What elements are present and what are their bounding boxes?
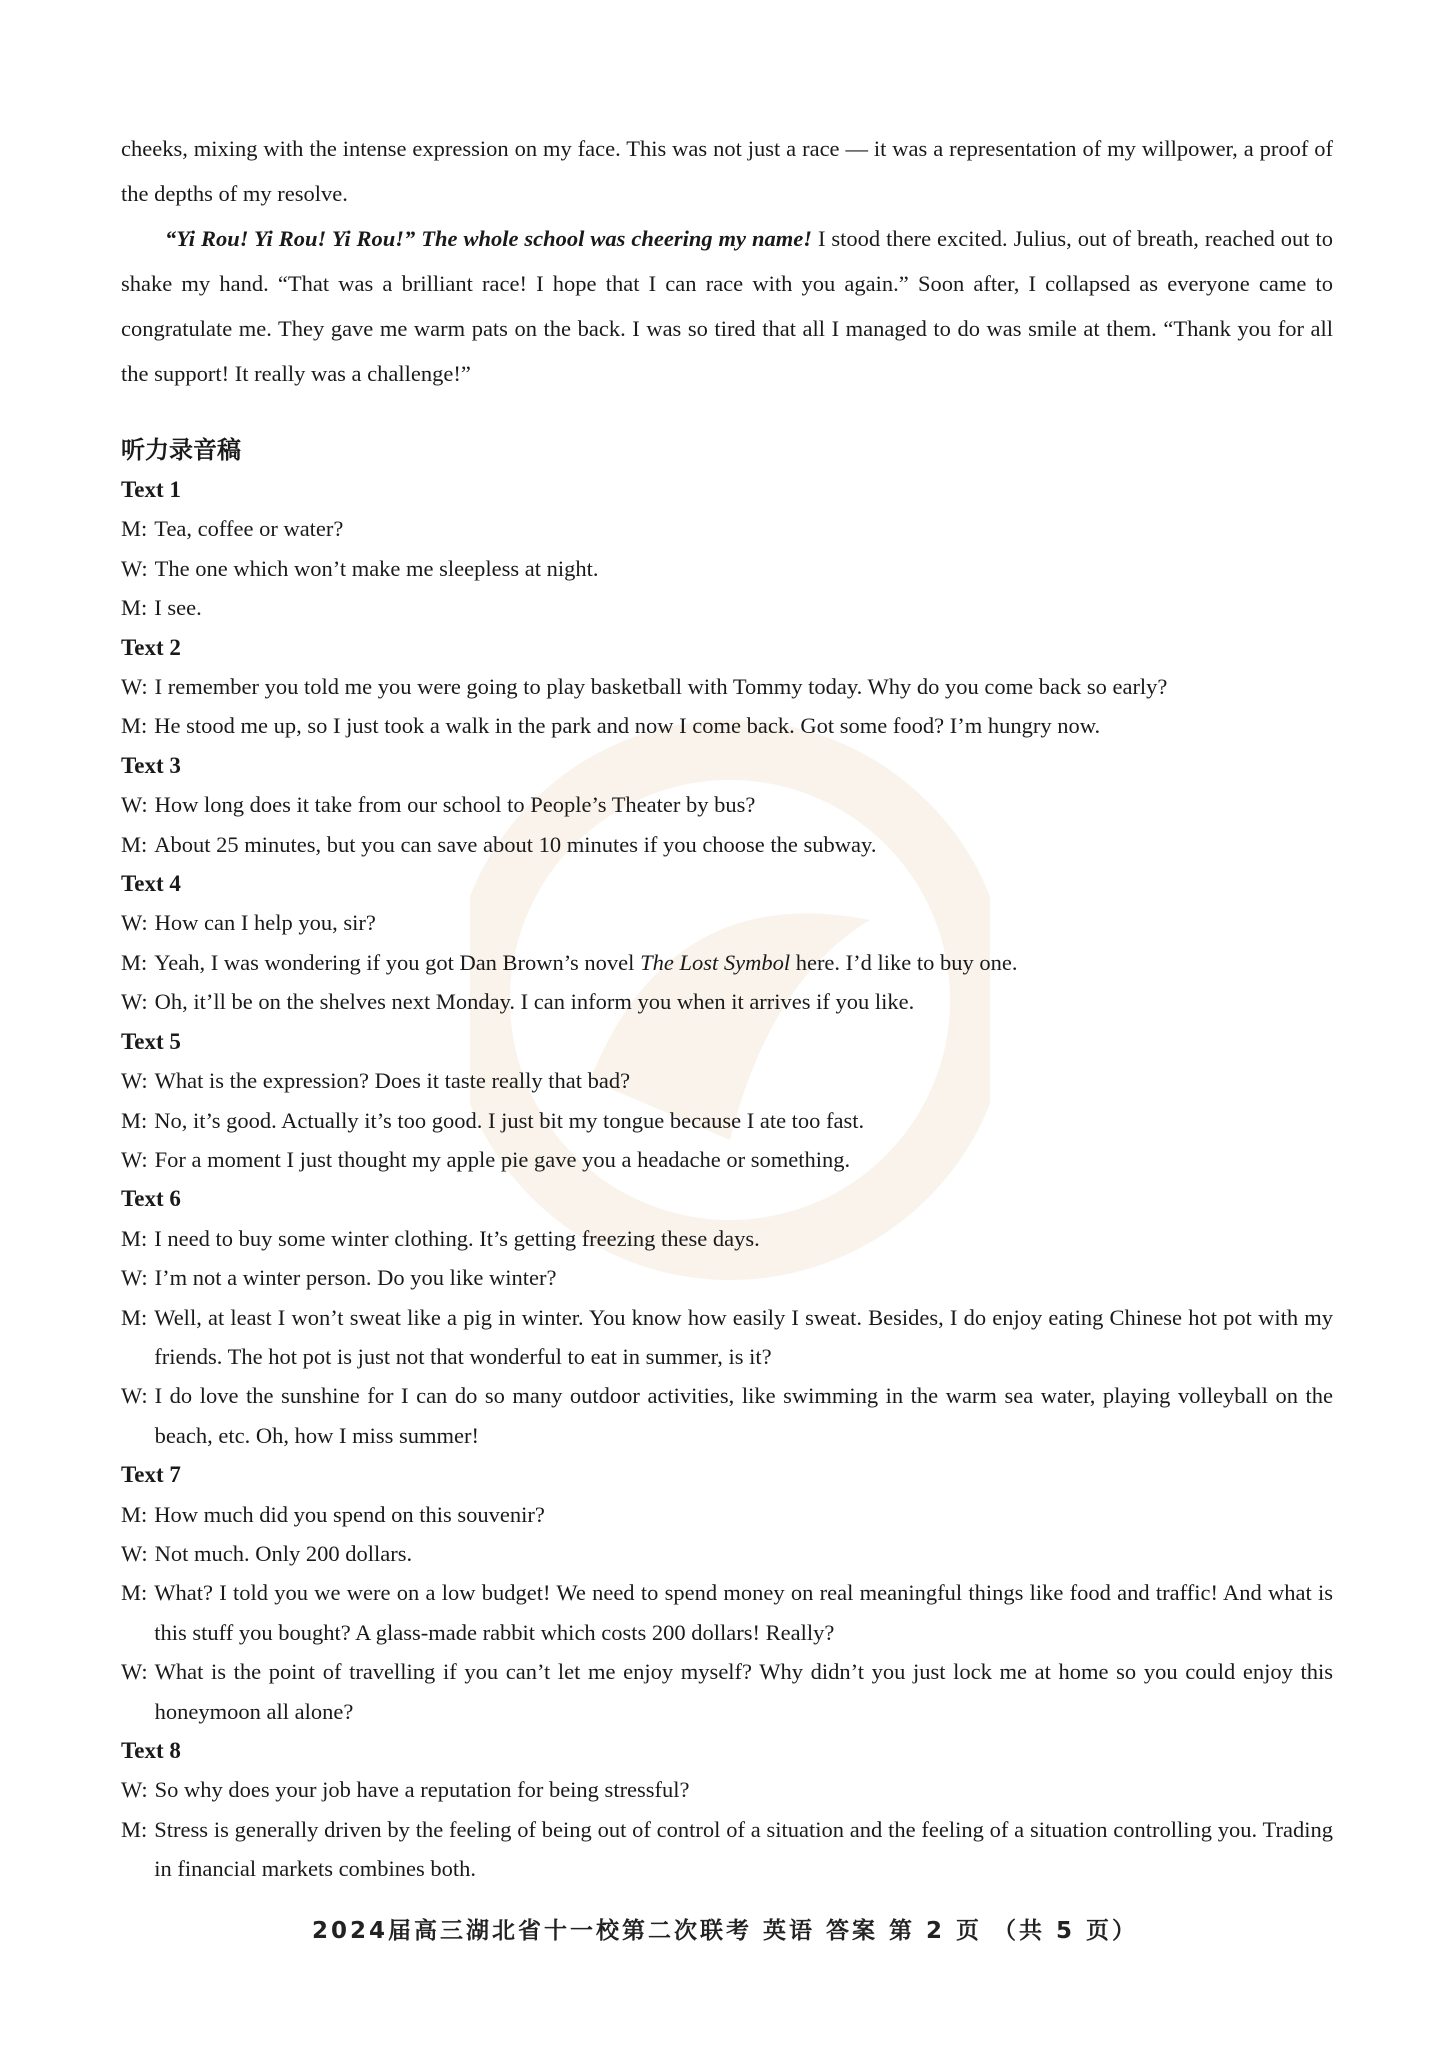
speaker-label: W: — [121, 910, 148, 936]
utterance-text-before: Yeah, I was wondering if you got Dan Brown’s novel — [154, 949, 641, 975]
book-title: The Lost Symbol — [640, 949, 791, 975]
utterance-text: I do love the sunshine for I can do so many outdoor activities, like swimming in the warm sea water, playing volleyball on the beach, etc. Oh, how I miss summer! — [154, 1383, 1333, 1448]
utterance-text: What is the expression? Does it taste really that bad? — [154, 1068, 631, 1094]
utterance-text: The one which won’t make me sleepless at night. — [154, 555, 599, 581]
utterance-text: Tea, coffee or water? — [154, 516, 344, 542]
page-footer: 2024届高三湖北省十一校第二次联考 英语 答案 第 2 页 （共 5 页） — [311, 1918, 1139, 1944]
utterance-text: No, it’s good. Actually it’s too good. I just bit my tongue because I ate too fast. — [154, 1107, 865, 1133]
speaker-label: W: — [121, 1265, 148, 1291]
speaker-label: M: — [121, 1304, 148, 1330]
dialogue-line — [121, 1495, 1333, 1534]
utterance-text: I remember you told me you were going to play basketball with Tommy today. Why do you come back so early? — [154, 674, 1168, 700]
speaker-label: M: — [121, 516, 148, 542]
speaker-label: W: — [121, 1068, 148, 1094]
dialogue-line — [121, 1770, 1333, 1809]
dialogue-line — [121, 1258, 1333, 1297]
speaker-label: W: — [121, 989, 148, 1015]
dialogue-line — [121, 1101, 1333, 1140]
dialogue-line — [121, 549, 1333, 588]
intro-paragraph-2-rest: I stood there excited. Julius, out of breath, reached out to shake my hand. “That was a brilliant race! I hope that I can race with you again.” Soon after, I collapsed as everyone came to congratulate me. They gave me warm pats on the back. I was so tired that all I managed to do was smile at them. “Thank you for all the support! It really was a challenge!” — [121, 226, 1333, 386]
speaker-label: M: — [121, 1580, 148, 1606]
dialogue-line — [121, 1534, 1333, 1573]
utterance-text: I see. — [154, 595, 202, 621]
intro-paragraph-2 — [121, 216, 1333, 396]
dialogue-line — [121, 588, 1333, 627]
listening-transcript — [121, 470, 1333, 1889]
speaker-label: M: — [121, 831, 148, 857]
utterance-text: For a moment I just thought my apple pie gave you a headache or something. — [154, 1146, 851, 1172]
dialogue-line — [121, 706, 1333, 745]
utterance-text: I need to buy some winter clothing. It’s getting freezing these days. — [154, 1225, 760, 1251]
speaker-label: W: — [121, 792, 148, 818]
dialogue-line — [121, 982, 1333, 1021]
dialogue-line — [121, 1061, 1333, 1100]
dialogue-line — [121, 509, 1333, 548]
dialogue-line — [121, 1219, 1333, 1258]
utterance-text — [147, 943, 1333, 982]
utterance-text: I’m not a winter person. Do you like winter? — [154, 1265, 557, 1291]
speaker-label: M: — [121, 1501, 148, 1527]
document-body — [121, 126, 1333, 1889]
utterance-text: What? I told you we were on a low budget! We need to spend money on real meaningful things like food and traffic! And what is this stuff you bought? A glass-made rabbit which costs 200 dollars! Really? — [154, 1580, 1333, 1645]
utterance-text: About 25 minutes, but you can save about 10 minutes if you choose the subway. — [154, 831, 877, 857]
utterance-text: Well, at least I won’t sweat like a pig in winter. You know how easily I sweat. Besides, I do enjoy eating Chinese hot pot with my friends. The hot pot is just not that wonderful to eat in summer, is it? — [154, 1304, 1333, 1369]
dialogue-line — [121, 785, 1333, 824]
dialogue-line — [121, 1298, 1333, 1377]
utterance-text: How can I help you, sir? — [154, 910, 376, 936]
text-heading: Text 1 — [121, 477, 181, 502]
intro-paragraph-1: cheeks, mixing with the intense expression on my face. This was not just a race — it was a representation of my willpower, a proof of the depths of my resolve. — [121, 136, 1333, 206]
utterance-text: How long does it take from our school to People’s Theater by bus? — [154, 792, 756, 818]
speaker-label: M: — [121, 1225, 148, 1251]
section-title: 听力录音稿 — [121, 436, 241, 464]
dialogue-line — [121, 825, 1333, 864]
text-heading: Text 4 — [121, 871, 181, 897]
dialogue-line — [121, 943, 1333, 982]
speaker-label: W: — [121, 1659, 148, 1685]
utterance-text-after: here. I’d like to buy one. — [790, 949, 1018, 975]
speaker-label: W: — [121, 1777, 148, 1803]
utterance-text: Oh, it’ll be on the shelves next Monday. I can inform you when it arrives if you like. — [154, 989, 915, 1015]
dialogue-line — [121, 1573, 1333, 1652]
speaker-label: W: — [121, 1146, 148, 1172]
speaker-label: W: — [121, 555, 148, 581]
utterance-text: So why does your job have a reputation for being stressful? — [154, 1777, 690, 1803]
utterance-text: What is the point of travelling if you can’t let me enjoy myself? Why didn’t you just lock me at home so you could enjoy this honeymoon all alone? — [154, 1659, 1333, 1724]
speaker-label: W: — [121, 674, 148, 700]
dialogue-line — [121, 667, 1333, 706]
dialogue-line — [121, 1810, 1333, 1889]
utterance-text: Stress is generally driven by the feeling of being out of control of a situation and the feeling of a situation controlling you. Trading in financial markets combines both. — [154, 1816, 1333, 1882]
speaker-label: W: — [121, 1540, 148, 1566]
text-heading: Text 5 — [121, 1028, 181, 1054]
speaker-label: M: — [121, 949, 148, 975]
text-heading: Text 3 — [121, 752, 181, 778]
intro-emphasis: “Yi Rou! Yi Rou! Yi Rou!” The whole school was cheering my name! — [165, 226, 813, 251]
utterance-text: How much did you spend on this souvenir? — [154, 1501, 545, 1527]
dialogue-line — [121, 1140, 1333, 1179]
dialogue-line — [121, 1376, 1333, 1455]
text-heading: Text 2 — [121, 634, 181, 660]
speaker-label: W: — [121, 1383, 148, 1409]
utterance-text: Not much. Only 200 dollars. — [154, 1540, 413, 1566]
dialogue-line — [121, 903, 1333, 942]
speaker-label: M: — [121, 1816, 148, 1842]
dialogue-line — [121, 1652, 1333, 1731]
text-heading: Text 7 — [121, 1462, 181, 1488]
text-heading: Text 8 — [121, 1738, 181, 1763]
speaker-label: M: — [121, 713, 148, 739]
utterance-text: He stood me up, so I just took a walk in the park and now I come back. Got some food? I’m hungry now. — [154, 713, 1101, 739]
speaker-label: M: — [121, 1107, 148, 1133]
speaker-label: M: — [121, 595, 148, 621]
text-heading: Text 6 — [121, 1186, 181, 1212]
